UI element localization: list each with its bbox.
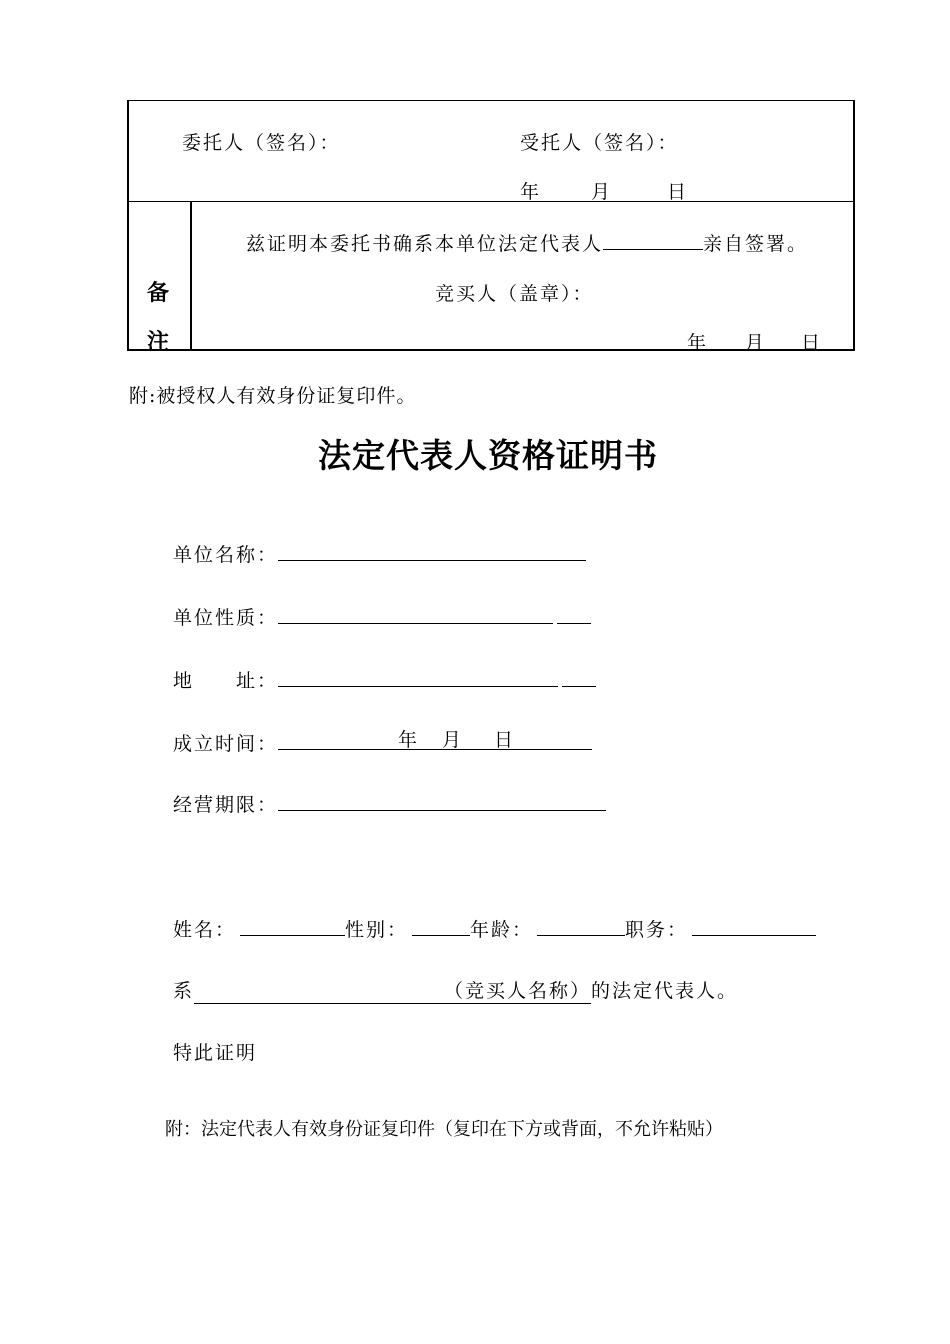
name-label: 姓名： — [173, 919, 237, 941]
address-label: 地 址： — [173, 670, 279, 692]
certify-signature-statement — [246, 229, 808, 256]
position-label: 职务： — [625, 919, 689, 941]
est-year: 年 — [398, 729, 420, 751]
unit-nature-field[interactable] — [278, 622, 553, 624]
table-column-divider — [190, 201, 192, 349]
legal-rep-statement-row — [173, 976, 738, 1004]
personal-info-row — [173, 915, 816, 942]
unit-name-label: 单位名称： — [173, 544, 279, 566]
address-field-ext — [562, 685, 596, 687]
table-row-divider — [129, 201, 853, 202]
unit-nature-field-ext — [557, 622, 591, 624]
bidder-seal-label: 竞买人（盖章）： — [435, 283, 594, 305]
established-row — [173, 727, 592, 756]
is-suffix: 的法定代表人。 — [591, 980, 739, 1002]
sign-date-month: 月 — [591, 181, 613, 203]
remark-date-day: 日 — [801, 332, 823, 354]
unit-nature-label: 单位性质： — [173, 607, 279, 629]
certify-pre-text: 兹证明本委托书确系本单位法定代表人 — [246, 233, 604, 255]
certify-post-text: 亲自签署。 — [703, 233, 809, 255]
est-day: 日 — [494, 729, 516, 751]
bidder-name-hint: （竞买人名称） — [444, 980, 592, 1002]
business-term-row — [173, 790, 606, 817]
is-prefix: 系 — [173, 980, 195, 1002]
remark-date-month: 月 — [745, 332, 767, 354]
principal-signature-label: 委托人（签名）： — [182, 132, 341, 154]
agent-signature-label: 受托人（签名）： — [520, 132, 679, 154]
age-field[interactable] — [537, 934, 625, 936]
established-label: 成立时间： — [173, 733, 279, 755]
remark-label-char-1: 备 — [147, 281, 170, 306]
gender-label: 性别： — [345, 919, 409, 941]
est-month: 月 — [442, 729, 464, 751]
business-term-label: 经营期限： — [173, 794, 279, 816]
address-field[interactable] — [278, 685, 558, 687]
unit-name-row — [173, 540, 586, 567]
certificate-title: 法定代表人资格证明书 — [318, 436, 658, 475]
certify-text: 特此证明 — [173, 1042, 258, 1064]
address-row — [173, 666, 596, 693]
age-label: 年龄： — [470, 919, 534, 941]
remark-date-year: 年 — [687, 332, 709, 354]
name-field[interactable] — [240, 934, 345, 936]
sign-date-day: 日 — [667, 181, 689, 203]
gender-field[interactable] — [412, 934, 470, 936]
attachment-note-legal-rep-id: 附：法定代表人有效身份证复印件（复印在下方或背面，不允许粘贴） — [165, 1119, 723, 1140]
remark-label-char-2: 注 — [147, 330, 170, 355]
position-field[interactable] — [692, 934, 816, 936]
attachment-note-id-copy: 附:被授权人有效身份证复印件。 — [129, 385, 417, 407]
legal-rep-name-blank[interactable] — [603, 248, 703, 250]
business-term-field[interactable] — [278, 809, 606, 811]
established-date-field[interactable] — [278, 727, 592, 750]
unit-nature-row — [173, 603, 591, 630]
sign-date-year: 年 — [520, 181, 542, 203]
unit-name-field[interactable] — [278, 559, 586, 561]
bidder-name-field[interactable] — [194, 976, 591, 1004]
